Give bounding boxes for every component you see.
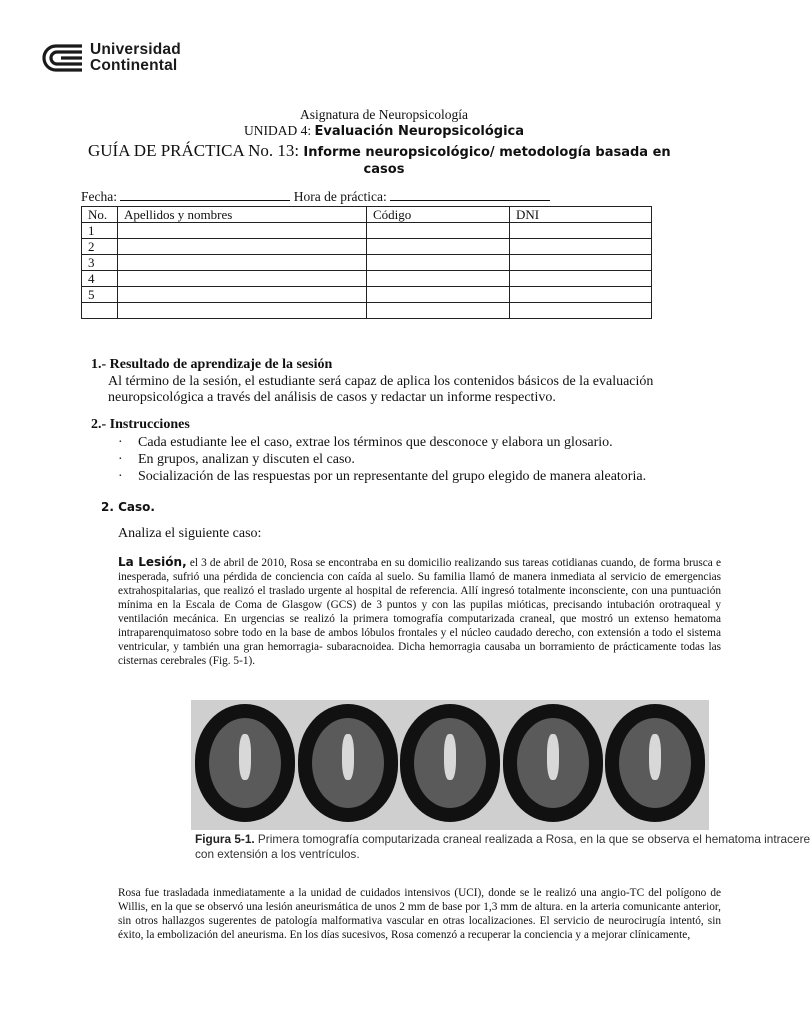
case-paragraph-2: Rosa fue trasladada inmediatamente a la unidad de cuidados intensivos (UCI), donde se le realizó una angio-TC del polígono de Willis, en la que se observó una lesión aneurismática de unos 2 mm de base por 1,3 mm de altura. en la arteria comunicante anterior, sin otros hallazgos sugerentes de patología malformativa vascular en otras localizaciones. El servicio de neurocirugía intentó, sin éxito, la embolización del aneurisma. En los días sucesivos, Rosa comenzó a recuperar la conciencia y a mejorar clínicamente, — [118, 887, 721, 941]
instructions-list — [118, 434, 646, 485]
guide-prefix: GUÍA DE PRÁCTICA No. 13: — [88, 141, 304, 160]
name-cell[interactable] — [118, 223, 367, 239]
header-cell: DNI — [510, 207, 652, 223]
list-item: · En grupos, analizan y discuten el caso. — [118, 451, 646, 468]
row-number: 2 — [82, 239, 118, 255]
case-paragraph-1 — [118, 555, 721, 668]
dni-cell[interactable] — [510, 287, 652, 303]
unit-prefix: UNIDAD 4: — [243, 123, 315, 138]
university-logo — [44, 42, 181, 74]
row-number: 5 — [82, 287, 118, 303]
list-item: · Cada estudiante lee el caso, extrae los términos que desconoce y elabora un glosario. — [118, 434, 646, 451]
case-intro: Analiza el siguiente caso: — [118, 526, 262, 541]
code-cell[interactable] — [367, 239, 510, 255]
guide-name: Informe neuropsicológico/ metodología basada en — [303, 145, 671, 160]
ct-scan-image — [298, 704, 398, 822]
header-cell: Código — [367, 207, 510, 223]
table-row — [82, 239, 652, 255]
guide-title-continued: casos — [363, 162, 405, 177]
section-1-line-2: neuropsicológica a través del análisis de casos y redactar un informe respectivo. — [108, 390, 556, 405]
logo-line-1: Universidad — [90, 41, 181, 58]
section-3-title: 2. Caso. — [101, 500, 155, 514]
unit-name: Evaluación Neuropsicológica — [314, 124, 525, 139]
date-blank[interactable] — [120, 189, 290, 201]
case-paragraph-1-text: el 3 de abril de 2010, Rosa se encontraba en su domicilio realizando sus tareas cotidianas cuando, de forma brusca e inesperada, sufrió una pérdida de conciencia con caída al suelo. Su familia llamó de manera inmediata al servicio de emergencias extrahospitalarias, que realizó el traslado urgente al hospital de referencia. Allí ingresó totalmente inconsciente, con una puntuación mínima en la Escala de Coma de Glasgow (GCS) de 3 puntos y con las pupilas mióticas, precisando intubación orotraqueal y ventilación mecánica. En urgencias se realizó la primera tomografía computarizada craneal, que mostró un extenso hematoma intraparenquimatoso sobre todo en la base de ambos lóbulos frontales y el núcleo caudado derecho, con extensión a todo el sistema ventricular, y también una gran hemorragia- subaracnoidea. Dicha hemorragia causaba un borramiento de prácticamente todas las cisternas cerebrales (Fig. 5-1). — [118, 557, 721, 667]
student-roster-table — [81, 206, 652, 319]
table-row — [82, 287, 652, 303]
time-label: Hora de práctica: — [293, 189, 387, 204]
section-1-text — [108, 374, 653, 406]
row-number: 3 — [82, 255, 118, 271]
table-row — [82, 303, 652, 319]
header-cell: No. — [82, 207, 118, 223]
section-1-line-1: Al término de la sesión, el estudiante será capaz de aplica los contenidos básicos de la evaluación — [108, 374, 654, 389]
figure-label: Figura 5-1. — [195, 832, 255, 846]
code-cell[interactable] — [367, 223, 510, 239]
dni-cell[interactable] — [510, 303, 652, 319]
section-2-title: 2.- Instrucciones — [91, 417, 190, 432]
ct-scan-image — [195, 704, 295, 822]
ct-scan-figure — [191, 700, 709, 830]
header-cell: Apellidos y nombres — [118, 207, 367, 223]
subject-title: Asignatura de Neuropsicología — [300, 107, 468, 122]
ct-scan-image — [503, 704, 603, 822]
unit-title — [0, 123, 768, 139]
figure-caption-text-1: Primera tomografía computarizada craneal realizada a Rosa, en la que se observa el hematoma intracere — [254, 832, 810, 846]
date-time-line — [81, 189, 550, 205]
code-cell[interactable] — [367, 255, 510, 271]
table-row — [82, 255, 652, 271]
section-1-title: 1.- Resultado de aprendizaje de la sesión — [91, 357, 333, 372]
name-cell[interactable] — [118, 303, 367, 319]
guide-title — [88, 141, 688, 161]
row-number: 1 — [82, 223, 118, 239]
dni-cell[interactable] — [510, 223, 652, 239]
row-number — [82, 303, 118, 319]
ct-scan-image — [400, 704, 500, 822]
code-cell[interactable] — [367, 287, 510, 303]
figure-caption-line-2: con extensión a los ventrículos. — [195, 847, 360, 861]
row-number: 4 — [82, 271, 118, 287]
dni-cell[interactable] — [510, 239, 652, 255]
table-row — [82, 271, 652, 287]
name-cell[interactable] — [118, 239, 367, 255]
ct-scan-image — [605, 704, 705, 822]
time-blank[interactable] — [390, 189, 550, 201]
ct-scan-strip — [191, 700, 709, 830]
name-cell[interactable] — [118, 255, 367, 271]
logo-text — [90, 42, 181, 74]
logo-line-2: Continental — [90, 57, 178, 74]
date-label: Fecha: — [81, 189, 117, 204]
figure-caption-line-1 — [195, 832, 810, 847]
dni-cell[interactable] — [510, 271, 652, 287]
case-lead: La Lesión, — [118, 555, 187, 569]
logo-mark-icon — [44, 42, 84, 74]
code-cell[interactable] — [367, 271, 510, 287]
code-cell[interactable] — [367, 303, 510, 319]
table-row — [82, 223, 652, 239]
table-header-row — [82, 207, 652, 223]
list-item: · Socialización de las respuestas por un representante del grupo elegido de manera aleatoria. — [118, 468, 646, 485]
figure-caption — [195, 832, 810, 862]
dni-cell[interactable] — [510, 255, 652, 271]
name-cell[interactable] — [118, 271, 367, 287]
name-cell[interactable] — [118, 287, 367, 303]
